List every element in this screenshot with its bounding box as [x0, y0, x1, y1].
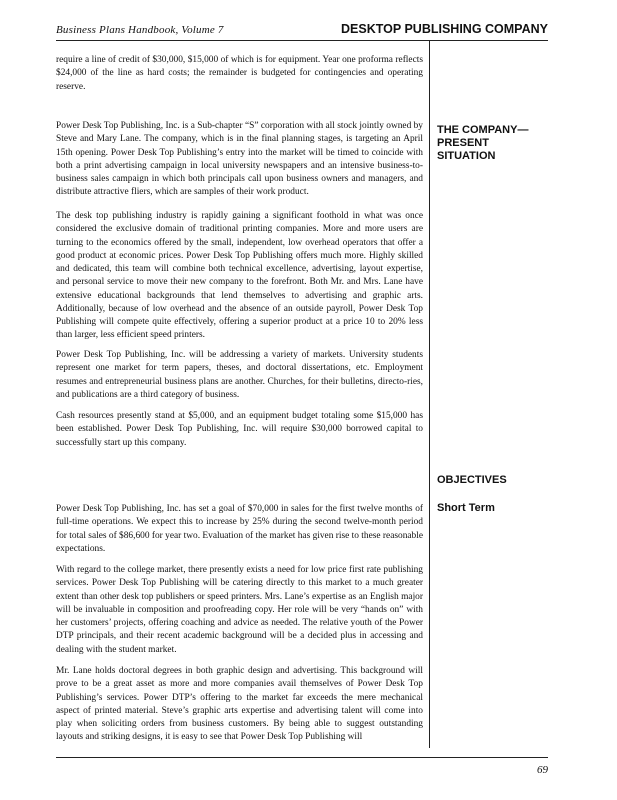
paragraph-markets: Power Desk Top Publishing, Inc. will be addressing a variety of markets. University students represent one market for term papers, theses, and doctoral dissertations, etc. Employment resumes and entrepreneurial business plans are another. Churches, for their bulletins, directo-ries, and publications are a third category of business. — [56, 350, 423, 400]
page-number: 69 — [537, 764, 548, 776]
paragraph-cash-resources: Cash resources presently stand at $5,000, and an equipment budget totaling some $15,000 has been established. Power Desk Top Publishing, Inc. will require $30,000 borrowed capital to successfully start up this company. — [56, 411, 423, 448]
paragraph-college-market: With regard to the college market, there presently exists a need for low price first rate publishing services. Power Desk Top Publishing will be catering directly to this market to a much greater extent than other desk top publishers or speed printers. Mrs. Lane’s expertise as an English major will be invaluable in composition and proofreading copy. Her role will be very “hands on” with her customers’ projects, offering coaching and advice as needed. The relative youth of the Power DTP principals, and their recent academic background will be a decided plus in accessing and dealing with the student market. — [56, 565, 423, 655]
paragraph-industry: The desk top publishing industry is rapidly gaining a significant foothold in what was once considered the exclusive domain of traditional printing companies. More and more users are turning to the economics offered by the small, independent, low overhead operators that offer a good product at economic prices. Power Desk Top Publishing offers much more. Highly skilled and dedicated, this team will combine both technical excellence, advertising, layout expertise, and personal service to move their new company to the forefront. Both Mr. and Mrs. Lane have extensive educational backgrounds that lend themselves to advertising and graphic arts. Additionally, because of low overhead and the absence of an outside payroll, Power Desk Top Publishing will compete quite effectively, offering a superior product at a price 10 to 20% less than larger, less efficient speed printers. — [56, 211, 423, 341]
paragraph-company-overview: Power Desk Top Publishing, Inc. is a Sub-chapter “S” corporation with all stock jointly owned by Steve and Mary Lane. The company, which is in the final planning stages, is targeting an April 15th opening. Power Desk Top Publishing’s entry into the market will be timed to coincide with both a print advertising campaign in local university newspapers and an intensive business-to-business sales campaign in which both principals call upon business owners and managers, and distribute attractive fliers, which are samples of their work product. — [56, 121, 423, 198]
book-title: Business Plans Handbook, Volume 7 — [56, 24, 224, 36]
header-rule — [56, 40, 548, 41]
objectives-heading: OBJECTIVES — [437, 474, 507, 486]
paragraph-sales-goal: Power Desk Top Publishing, Inc. has set a goal of $70,000 in sales for the first twelve months of full-time operations. We expect this to increase by 25% during the second twelve-month period for total sales of $86,600 for year two. Evaluation of the market has given rise to these reasonable expectations. — [56, 504, 423, 554]
column-divider — [429, 41, 430, 748]
paragraph-mr-lane: Mr. Lane holds doctoral degrees in both graphic design and advertising. This background will prove to be a great asset as more and more companies avail themselves of Power Desk Top Publishing’s services. Power DTP’s offering to the market far exceeds the mere mechanical aspect of printed material. Steve’s graphic arts expertise and advertising talent will come into play when soliciting orders from business customers. By being able to suggest outstanding layouts and striking designs, it is easy to see that Power Desk Top Publishing will — [56, 666, 423, 743]
company-situation-heading: THE COMPANY— PRESENT SITUATION — [437, 124, 529, 162]
short-term-heading: Short Term — [437, 502, 495, 514]
paragraph-line-of-credit: require a line of credit of $30,000, $15,000 of which is for equipment. Year one proforma reflects $24,000 of the line as hard costs; the remainder is budgeted for contingencies and operating reserve. — [56, 55, 423, 92]
section-title: DESKTOP PUBLISHING COMPANY — [341, 22, 548, 36]
footer-rule — [56, 757, 548, 758]
running-header — [56, 22, 548, 38]
